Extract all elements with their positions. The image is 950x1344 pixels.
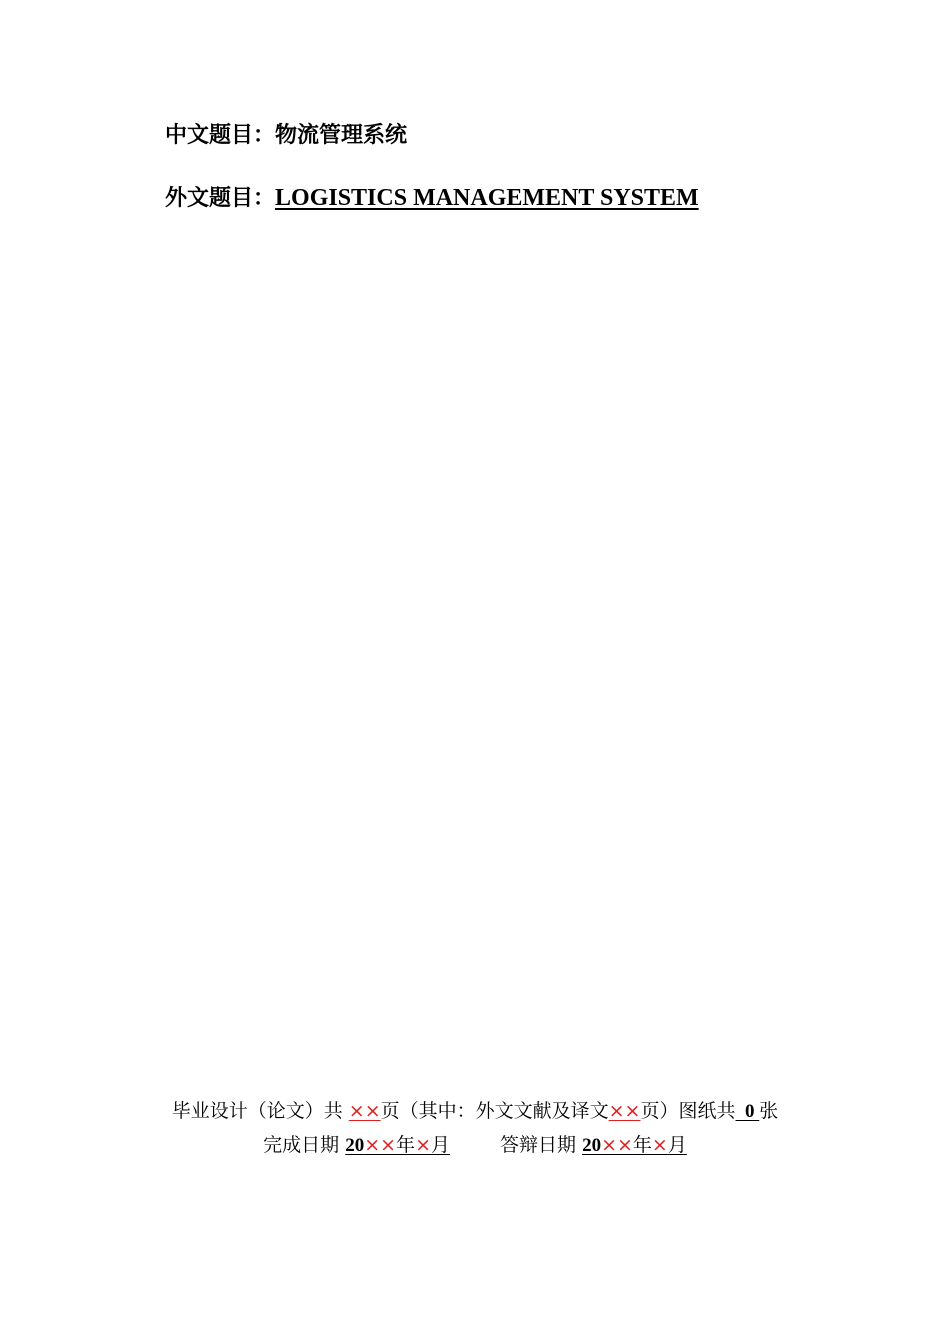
foreign-pages-placeholder: ×× — [608, 1100, 641, 1122]
completion-month-placeholder: × — [415, 1134, 431, 1156]
completion-year-placeholder: ×× — [364, 1134, 397, 1156]
defense-year-char: 年 — [632, 1134, 652, 1156]
page-count-mid1: 页（其中：外文文献及译文 — [380, 1100, 609, 1122]
dates-line — [0, 1131, 950, 1160]
thesis-page-count-line — [0, 1097, 950, 1126]
chinese-title-line — [165, 121, 407, 151]
chinese-title-label: 中文题目： — [165, 123, 276, 148]
defense-date-label: 答辩日期 — [500, 1134, 577, 1156]
foreign-title-label: 外文题目： — [165, 186, 276, 211]
page-count-prefix: 毕业设计（论文）共 — [171, 1100, 343, 1122]
defense-month-char: 月 — [667, 1134, 687, 1156]
completion-date-label: 完成日期 — [263, 1134, 340, 1156]
completion-date-value — [345, 1134, 450, 1156]
drawings-count — [736, 1101, 760, 1122]
drawings-count-value: 0 — [745, 1101, 755, 1122]
defense-month-placeholder: × — [651, 1134, 668, 1156]
total-pages-placeholder: ×× — [348, 1100, 381, 1122]
completion-year-char: 年 — [396, 1134, 416, 1156]
defense-year-prefix: 20 — [582, 1135, 602, 1156]
page-count-mid2: 页）图纸共 — [640, 1100, 736, 1122]
completion-year-prefix: 20 — [345, 1135, 365, 1156]
completion-month-char: 月 — [430, 1134, 450, 1156]
defense-date-value — [582, 1134, 687, 1156]
foreign-title-value: LOGISTICS MANAGEMENT SYSTEM — [275, 185, 699, 211]
defense-year-placeholder: ×× — [601, 1134, 633, 1156]
chinese-title-value: 物流管理系统 — [275, 123, 408, 148]
page-count-suffix: 张 — [759, 1100, 779, 1122]
foreign-title-line — [165, 183, 699, 214]
